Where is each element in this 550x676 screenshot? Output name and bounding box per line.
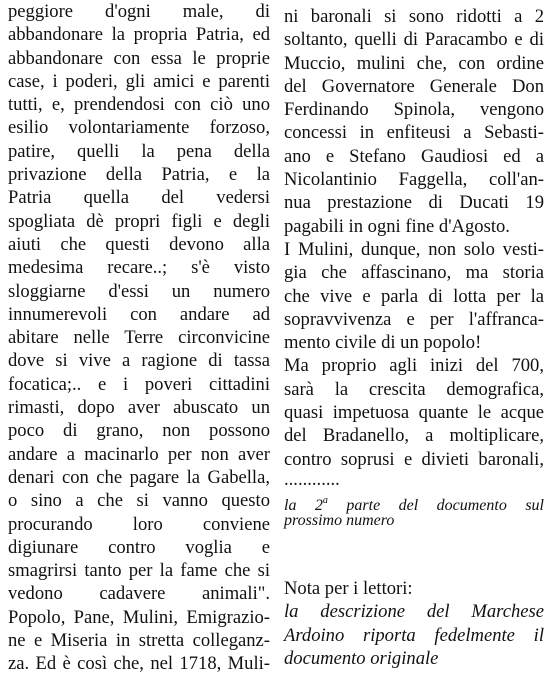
text-line: ni baronali si sono ridotti a 2: [284, 6, 544, 27]
text-line: soltanto, quelli di Paracambo e di: [284, 29, 544, 51]
text-line: sopravvivenza e per l'affranca-: [284, 308, 544, 330]
text-line: quasi impetuosa quante le acque: [284, 402, 544, 424]
note-heading: Nota per i lettori:: [284, 577, 413, 599]
text-line: abitare nelle Terre circonvicine: [8, 327, 270, 349]
text-line: nua prestazione di Ducati 19: [284, 192, 544, 214]
text-line: digiunare contro voglia e: [8, 536, 270, 558]
continuation-prefix: la 2: [284, 496, 323, 514]
text-line: Ferdinando Spinola, vengono: [284, 99, 544, 121]
text-line: concessi in enfiteusi a Sebasti-: [284, 122, 544, 144]
text-line: gia che affascinano, ma storia: [284, 262, 544, 284]
text-line: focatica;.. e i poveri cittadini: [8, 373, 270, 395]
text-line: che vive e parla di lotta per la: [284, 285, 544, 307]
ellipsis-line: ............: [284, 468, 340, 490]
text-line: andare a macinarlo per non aver: [8, 443, 270, 465]
text-line: sloggiarne d'essi un numero: [8, 280, 270, 302]
text-line: smagrirsi tanto per la fame che si: [8, 560, 270, 582]
text-line: tutti, e, prendendosi con ciò uno: [8, 94, 270, 116]
continuation-superscript: a: [322, 494, 328, 506]
note-line: la descrizione del Marchese: [284, 601, 544, 623]
text-line: ano e Stefano Gaudiosi ed a: [284, 145, 544, 167]
continuation-note: [284, 491, 544, 514]
text-line: del Bradanello, a moltiplicare,: [284, 425, 544, 447]
text-line: Popolo, Pane, Mulini, Emigrazio-: [8, 606, 270, 628]
text-line: poco di grano, non possono: [8, 420, 270, 442]
text-line: o sino a che si vanno questo: [8, 490, 270, 512]
note-line: Ardoino riporta fedelmente il: [284, 624, 544, 646]
text-line: mento civile di un popolo!: [284, 332, 482, 354]
text-line: dove si vive a ragione di tassa: [8, 350, 270, 372]
text-line: procurando loro conviene: [8, 513, 270, 535]
text-line: ne e Miseria in stretta colleganz-: [8, 630, 270, 652]
text-line: esilio volontariamente forzoso,: [8, 117, 270, 139]
text-line: spogliata dè propri figli e degli: [8, 210, 270, 232]
text-line: sarà la crescita demografica,: [284, 378, 544, 400]
text-line: Nicolantinio Faggella, coll'an-: [284, 169, 544, 191]
text-line: Patria quella del vedersi: [8, 187, 270, 209]
text-line: innumerevoli con andare ad: [8, 303, 270, 325]
text-line: abbandonare con essa le proprie: [8, 47, 270, 69]
continuation-line: prossimo numero: [284, 511, 395, 529]
text-line: medesima recare..; s'è visto: [8, 257, 270, 279]
text-line: contro soprusi e divieti baronali,: [284, 448, 544, 470]
text-line: Ma proprio agli inizi del 700,: [284, 355, 544, 377]
note-line: documento originale: [284, 647, 439, 669]
text-line: del Governatore Generale Don: [284, 75, 544, 97]
text-line: Muccio, mulini che, con ordine: [284, 52, 544, 74]
right-column: [284, 0, 544, 670]
continuation-suffix: parte del documento sul: [327, 496, 544, 514]
text-line: abbandonare la propria Patria, ed: [8, 24, 270, 46]
spacer: [284, 531, 544, 577]
text-line: rimasti, dopo aver abuscato un: [8, 397, 270, 419]
text-line: case, i poderi, gli amici e parenti: [8, 70, 270, 92]
text-line: za. Ed è così che, nel 1718, Muli-: [8, 653, 270, 675]
text-line: patire, quelli la pena della: [8, 140, 270, 162]
text-line: I Mulini, dunque, non solo vesti-: [284, 238, 544, 260]
text-line: privazione della Patria, e la: [8, 164, 270, 186]
text-line: aiuti che questi devono alla: [8, 233, 270, 255]
left-column: [8, 0, 270, 676]
text-line: vedono cadavere animali".: [8, 583, 270, 605]
text-line: peggiore d'ogni male, di: [8, 1, 270, 22]
text-line: denari con che pagare la Gabella,: [8, 466, 270, 488]
text-line: pagabili in ogni fine d'Agosto.: [284, 215, 510, 237]
